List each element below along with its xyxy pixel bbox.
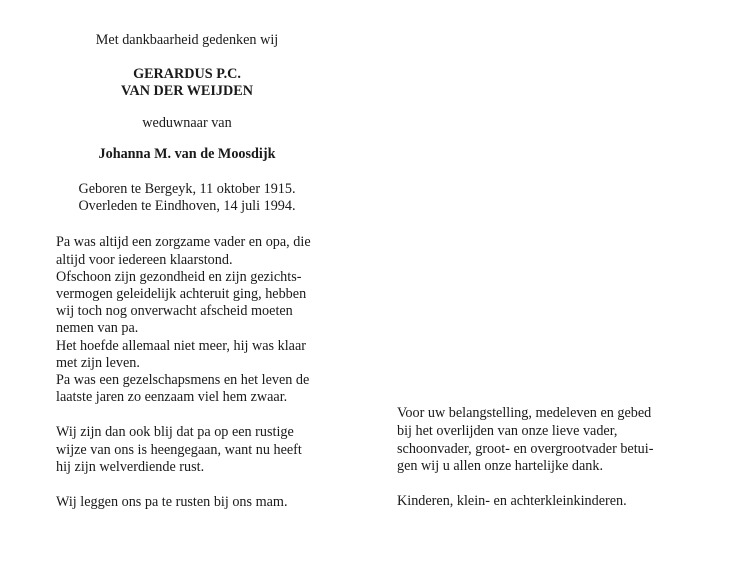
body-line: Het hoefde allemaal niet meer, hij was klaar (56, 337, 306, 354)
body-paragraph-1 (56, 234, 318, 406)
paragraph-spacer (397, 476, 689, 493)
deceased-name-line-1: GERARDUS P.C. (133, 66, 241, 83)
deceased-name-line-2: VAN DER WEIJDEN (121, 83, 253, 100)
life-dates (56, 181, 318, 215)
body-line: nemen van pa. (56, 320, 139, 337)
body-line: wij toch nog onverwacht afscheid moeten (56, 303, 293, 320)
body-line: Ofschoon zijn gezondheid en zijn gezichts- (56, 268, 302, 285)
left-column (56, 32, 318, 511)
birth-line: Geboren te Bergeyk, 11 oktober 1915. (78, 181, 296, 198)
thanks-line: bij het overlijden van onze lieve vader, (397, 422, 618, 439)
thanks-line: schoonvader, groot- en overgrootvader betui- (397, 440, 654, 457)
body-line: Wij zijn dan ook blij dat pa op een rustige (56, 424, 294, 441)
spouse-name: Johanna M. van de Moosdijk (98, 145, 276, 162)
thanks-line: Voor uw belangstelling, medeleven en gebed (397, 405, 652, 421)
body-line: altijd voor iedereen klaarstond. (56, 251, 233, 268)
intro-line: Met dankbaarheid gedenken wij (95, 32, 279, 48)
thanks-line: gen wij u allen onze hartelijke dank. (397, 458, 604, 475)
body-line: Pa was altijd een zorgzame vader en opa, die (56, 234, 311, 251)
body-line: met zijn leven. (56, 354, 140, 371)
body-line: vermogen geleidelijk achteruit ging, hebben (56, 286, 307, 303)
body-line: wijze van ons is heengegaan, want nu heeft (56, 441, 302, 458)
death-line: Overleden te Eindhoven, 14 juli 1994. (78, 198, 296, 215)
thanks-paragraph (397, 405, 689, 476)
body-line: Pa was een gezelschapsmens en het leven de (56, 372, 310, 389)
paragraph-spacer (56, 476, 318, 494)
right-column (397, 405, 689, 511)
body-line: laatste jaren zo eenzaam viel hem zwaar. (56, 389, 288, 406)
status-line: weduwnaar van (142, 114, 232, 131)
body-paragraph-2 (56, 424, 318, 476)
signature-line: Kinderen, klein- en achterkleinkinderen. (397, 493, 627, 510)
paragraph-spacer (56, 406, 318, 424)
body-line: hij zijn welverdiende rust. (56, 458, 205, 475)
body-paragraph-3: Wij leggen ons pa te rusten bij ons mam. (56, 494, 288, 511)
